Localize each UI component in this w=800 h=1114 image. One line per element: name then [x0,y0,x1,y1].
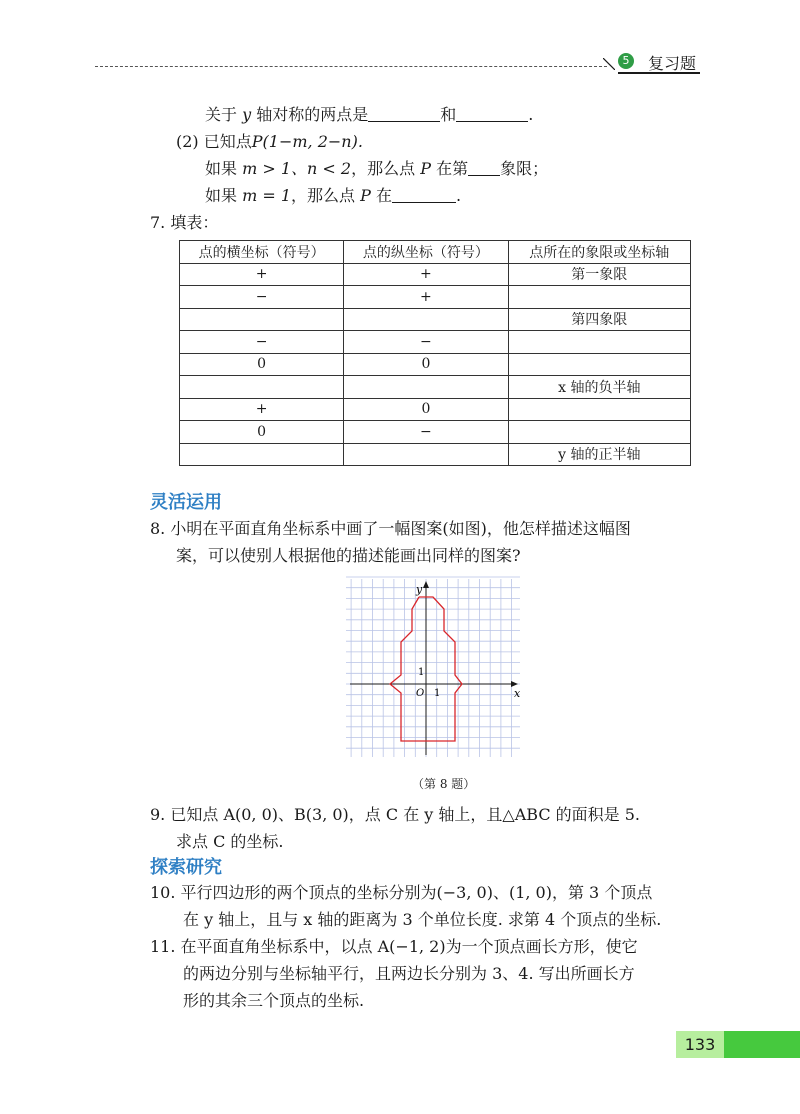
table-row [180,353,691,376]
table-cell[interactable]: − [344,421,508,444]
q11-line1: 11. 在平面直角坐标系中，以点 A(−1, 2)为一个顶点画长方形，使它 [150,937,638,956]
table-cell[interactable] [180,376,344,399]
table-cell[interactable]: 0 [180,421,344,444]
table-cell[interactable] [508,421,690,444]
section-heading-exploration: 探索研究 [150,857,222,878]
table-row [180,308,691,331]
table-cell[interactable]: x 轴的负半轴 [508,376,690,399]
table-cell[interactable] [508,398,690,421]
y-axis-label: y [416,583,423,596]
q6-blank-4[interactable] [392,186,456,203]
table-cell[interactable] [508,286,690,309]
table-row [180,331,691,354]
q10-line1: 10. 平行四边形的两个顶点的坐标分别为(−3, 0)、(1, 0)，第 3 个顶点 [150,883,653,902]
x-axis-label: x [514,687,521,700]
table-row [180,263,691,286]
table-header-cell: 点的横坐标（符号） [180,241,344,264]
q6-part2: (2) 已知点P(1−m, 2−n). [176,132,363,151]
q7-label: 7. 填表： [150,213,219,232]
table-cell[interactable]: + [180,263,344,286]
origin-label: O [416,688,425,699]
table-cell[interactable]: 0 [344,398,508,421]
page-number: 133 [676,1031,724,1058]
q6-condition-1: 如果 m > 1、n < 2，那么点 P 在第 象限； [205,159,549,178]
q11-line2: 的两边分别与坐标轴平行，且两边长分别为 3、4. 写出所画长方 [183,964,635,983]
table-cell[interactable] [344,376,508,399]
table-cell[interactable]: y 轴的正半轴 [508,443,690,466]
table-header-row [180,241,691,264]
q6-blank-3[interactable] [468,159,500,176]
chapter-number-badge: 5 [618,53,634,69]
q6-condition-2: 如果 m = 1，那么点 P 在 . [205,186,462,205]
q9-line2: 求点 C 的坐标. [176,832,284,851]
q8-line2: 案，可以使别人根据他的描述能画出同样的图案? [176,546,521,565]
table-cell[interactable]: + [344,263,508,286]
q11-line3: 形的其余三个顶点的坐标. [183,991,365,1010]
table-cell[interactable]: 第一象限 [508,263,690,286]
table-cell[interactable] [344,308,508,331]
q6-blank-1[interactable] [368,105,440,122]
y-tick-label: 1 [418,667,425,678]
q8-figure [344,575,524,760]
q6-blank-2[interactable] [456,105,528,122]
table-cell[interactable] [508,353,690,376]
table-cell[interactable]: + [344,286,508,309]
table-row [180,376,691,399]
table-header-cell: 点所在的象限或坐标轴 [508,241,690,264]
table-row [180,443,691,466]
table-row [180,286,691,309]
section-heading-flexible-use: 灵活运用 [150,492,222,513]
table-row [180,398,691,421]
table-cell[interactable] [344,443,508,466]
table-cell[interactable] [508,331,690,354]
q6-line1: 关于 y 轴对称的两点是 和 . [205,105,534,124]
table-cell[interactable]: − [344,331,508,354]
q10-line2: 在 y 轴上，且与 x 轴的距离为 3 个单位长度. 求第 4 个顶点的坐标. [183,910,662,929]
table-cell[interactable]: + [180,398,344,421]
header-solid-rule [618,72,700,74]
table-row [180,421,691,444]
table-cell[interactable]: 第四象限 [508,308,690,331]
coordinate-grid [346,577,520,757]
table-cell[interactable]: − [180,286,344,309]
table-cell[interactable] [180,308,344,331]
q7-table [179,240,691,466]
table-cell[interactable]: − [180,331,344,354]
y-axis-arrow-icon [423,581,429,588]
table-cell[interactable]: 0 [344,353,508,376]
x-tick-label: 1 [434,688,441,699]
header-slash-mark [603,58,615,70]
table-header-cell: 点的纵坐标（符号） [344,241,508,264]
chapter-title: 复习题 [648,54,697,73]
table-cell[interactable] [180,443,344,466]
table-cell[interactable]: 0 [180,353,344,376]
q9-line1: 9. 已知点 A(0, 0)、B(3, 0)，点 C 在 y 轴上，且△ABC 的面积是 5. [150,805,641,824]
header-dashed-rule [95,66,607,67]
q8-line1: 8. 小明在平面直角坐标系中画了一幅图案(如图)，他怎样描述这幅图 [150,519,631,538]
figure-caption: （第 8 题） [412,777,476,791]
